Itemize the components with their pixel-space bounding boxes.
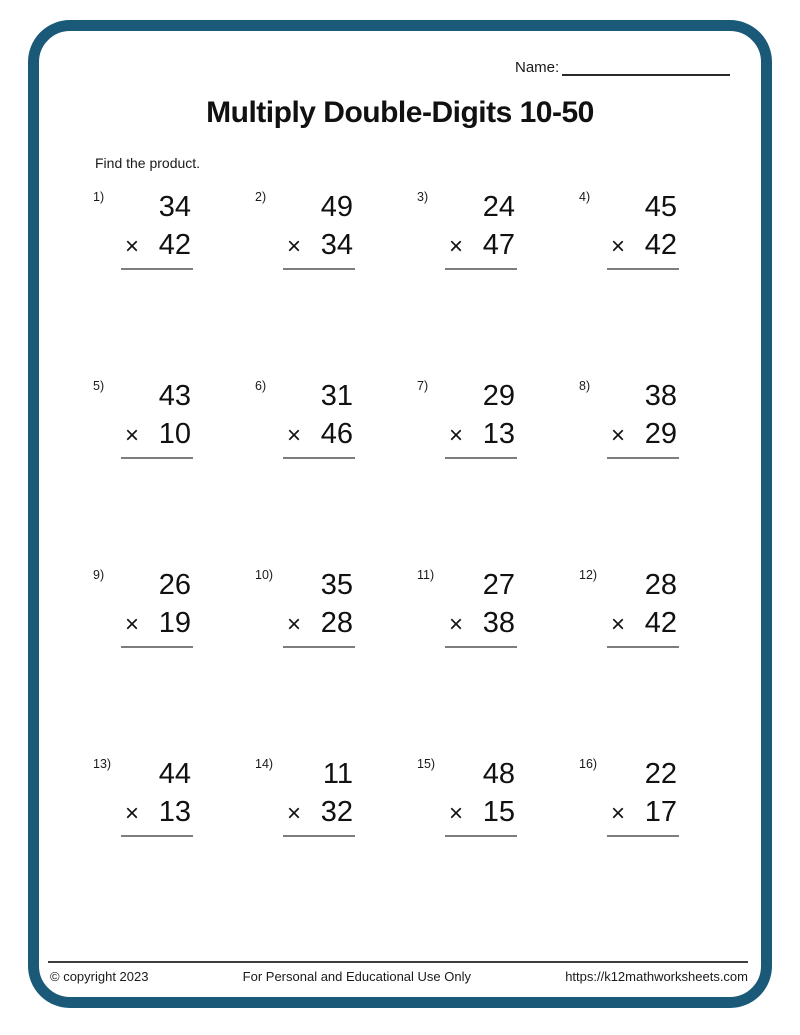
top-operand: 24 — [482, 191, 515, 223]
multiply-sign: × — [287, 800, 302, 827]
problem-cell — [417, 188, 579, 377]
bottom-operand-row — [283, 604, 355, 644]
problem-cell — [255, 566, 417, 755]
top-operand: 49 — [320, 191, 353, 223]
problem-stack — [121, 377, 193, 457]
name-fill-line — [562, 58, 730, 76]
bottom-operand-row — [607, 226, 679, 266]
bottom-operand-row — [445, 604, 517, 644]
problem-number-label: 8) — [579, 379, 591, 393]
problem-stack — [607, 377, 679, 457]
answer-line — [607, 457, 679, 459]
answer-line — [121, 646, 193, 648]
bottom-operand-row — [445, 226, 517, 266]
problem-cell — [579, 755, 741, 944]
answer-line — [283, 457, 355, 459]
problem-number-label: 2) — [255, 190, 267, 204]
bottom-operand: 42 — [644, 229, 677, 261]
bottom-operand-row — [121, 226, 193, 266]
problem-cell — [93, 755, 255, 944]
multiply-sign: × — [287, 233, 302, 260]
bottom-operand: 32 — [320, 796, 353, 828]
multiply-sign: × — [125, 422, 140, 449]
top-operand: 11 — [322, 758, 353, 790]
bottom-operand: 19 — [158, 607, 191, 639]
answer-line — [283, 646, 355, 648]
top-operand: 48 — [482, 758, 515, 790]
bottom-operand: 42 — [158, 229, 191, 261]
bottom-operand: 15 — [482, 796, 515, 828]
top-operand: 28 — [644, 569, 677, 601]
problem-number-label: 13) — [93, 757, 112, 771]
problem-number-label: 11) — [417, 568, 435, 582]
problem-stack — [121, 188, 193, 268]
problem-stack — [607, 755, 679, 835]
top-operand: 35 — [320, 569, 353, 601]
problem-stack — [283, 566, 355, 646]
problem-number-label: 4) — [579, 190, 591, 204]
top-operand: 27 — [482, 569, 515, 601]
answer-line — [445, 268, 517, 270]
bottom-operand-row — [121, 604, 193, 644]
multiply-sign: × — [611, 611, 626, 638]
problem-cell — [93, 377, 255, 566]
problem-stack — [283, 377, 355, 457]
multiply-sign: × — [449, 800, 464, 827]
multiply-sign: × — [611, 422, 626, 449]
problem-cell — [255, 188, 417, 377]
answer-line — [607, 835, 679, 837]
answer-line — [121, 835, 193, 837]
multiply-sign: × — [611, 800, 626, 827]
multiply-sign: × — [125, 233, 140, 260]
bottom-operand-row — [283, 226, 355, 266]
problem-number-label: 7) — [417, 379, 429, 393]
bottom-operand: 13 — [158, 796, 191, 828]
answer-line — [607, 268, 679, 270]
problem-cell — [417, 566, 579, 755]
multiply-sign: × — [287, 422, 302, 449]
problem-stack — [121, 566, 193, 646]
top-operand: 45 — [644, 191, 677, 223]
multiply-sign: × — [287, 611, 302, 638]
problem-stack — [283, 755, 355, 835]
problem-stack — [121, 755, 193, 835]
bottom-operand-row — [121, 415, 193, 455]
problems-grid — [93, 188, 741, 944]
problem-number-label: 9) — [93, 568, 105, 582]
problem-cell — [579, 188, 741, 377]
answer-line — [607, 646, 679, 648]
top-operand: 22 — [644, 758, 677, 790]
answer-line — [283, 835, 355, 837]
bottom-operand: 47 — [482, 229, 515, 261]
top-operand: 26 — [158, 569, 191, 601]
multiply-sign: × — [449, 611, 464, 638]
bottom-operand-row — [445, 415, 517, 455]
name-row — [515, 58, 730, 76]
name-label: Name: — [515, 59, 560, 76]
footer-divider-line — [48, 961, 748, 963]
problem-cell — [93, 566, 255, 755]
problem-number-label: 1) — [93, 190, 105, 204]
problem-number-label: 3) — [417, 190, 429, 204]
bottom-operand-row — [121, 793, 193, 833]
problem-cell — [255, 377, 417, 566]
problem-number-label: 6) — [255, 379, 267, 393]
instruction-text: Find the product. — [95, 155, 201, 171]
top-operand: 34 — [158, 191, 191, 223]
problem-number-label: 15) — [417, 757, 436, 771]
bottom-operand: 10 — [158, 418, 191, 450]
multiply-sign: × — [125, 611, 140, 638]
multiply-sign: × — [611, 233, 626, 260]
problem-cell — [417, 377, 579, 566]
answer-line — [445, 835, 517, 837]
problem-stack — [445, 566, 517, 646]
multiply-sign: × — [449, 233, 464, 260]
answer-line — [445, 457, 517, 459]
bottom-operand-row — [283, 415, 355, 455]
footer-copyright: © copyright 2023 — [50, 969, 149, 984]
bottom-operand: 46 — [320, 418, 353, 450]
top-operand: 44 — [158, 758, 191, 790]
bottom-operand: 17 — [644, 796, 677, 828]
bottom-operand: 29 — [644, 418, 677, 450]
bottom-operand-row — [607, 793, 679, 833]
problem-cell — [579, 377, 741, 566]
problem-stack — [445, 755, 517, 835]
multiply-sign: × — [125, 800, 140, 827]
bottom-operand: 42 — [644, 607, 677, 639]
answer-line — [121, 457, 193, 459]
problem-cell — [255, 755, 417, 944]
multiply-sign: × — [449, 422, 464, 449]
bottom-operand: 38 — [482, 607, 515, 639]
footer — [50, 969, 748, 984]
problem-stack — [607, 188, 679, 268]
problem-number-label: 5) — [93, 379, 105, 393]
problem-cell — [93, 188, 255, 377]
problem-stack — [445, 377, 517, 457]
answer-line — [283, 268, 355, 270]
bottom-operand: 28 — [320, 607, 353, 639]
bottom-operand: 34 — [320, 229, 353, 261]
bottom-operand-row — [283, 793, 355, 833]
problem-number-label: 12) — [579, 568, 598, 582]
problem-number-label: 14) — [255, 757, 274, 771]
top-operand: 43 — [158, 380, 191, 412]
worksheet-title: Multiply Double-Digits 10-50 — [206, 96, 594, 129]
problem-number-label: 10) — [255, 568, 274, 582]
problem-stack — [283, 188, 355, 268]
top-operand: 29 — [482, 380, 515, 412]
bottom-operand-row — [445, 793, 517, 833]
bottom-operand-row — [607, 604, 679, 644]
bottom-operand-row — [607, 415, 679, 455]
problem-cell — [417, 755, 579, 944]
answer-line — [121, 268, 193, 270]
footer-usage-text: For Personal and Educational Use Only — [242, 969, 472, 984]
footer-url: https://k12mathworksheets.com — [565, 969, 748, 984]
answer-line — [445, 646, 517, 648]
problem-stack — [607, 566, 679, 646]
bottom-operand: 13 — [482, 418, 515, 450]
top-operand: 38 — [644, 380, 677, 412]
problem-cell — [579, 566, 741, 755]
problem-stack — [445, 188, 517, 268]
top-operand: 31 — [320, 380, 353, 412]
problem-number-label: 16) — [579, 757, 598, 771]
